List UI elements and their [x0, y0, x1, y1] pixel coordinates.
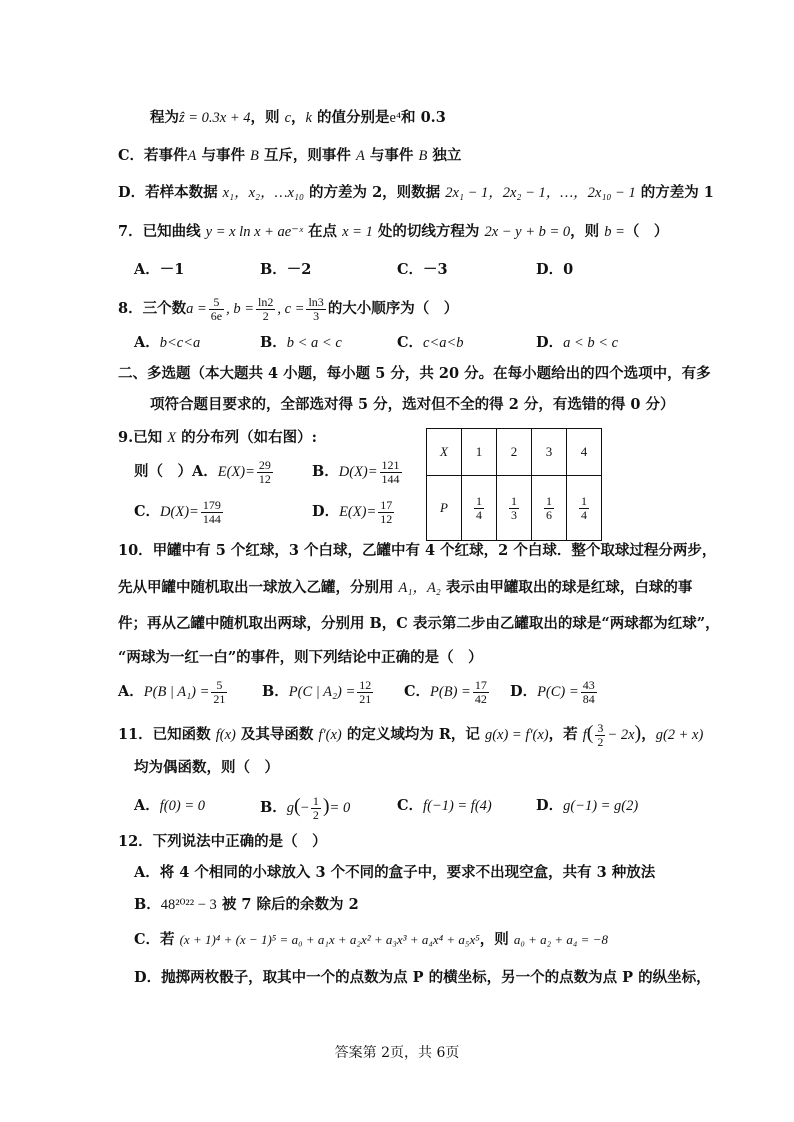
table-header-2: 2 — [497, 429, 532, 476]
q10-option-c: C．P(B) = $\frac{17}{42}$ — [404, 677, 487, 706]
q7-option-d: D．0 — [536, 261, 574, 278]
section-2-heading-line1: 二、多选题（本大题共 4 小题，每小题 5 分，共 20 分。在每小题给出的四个选项中，有多 — [118, 365, 711, 382]
q7-option-c: C．－3 — [397, 261, 448, 278]
q11-option-d: D．g(−1) = g(2) — [536, 797, 639, 814]
q11-option-a: A．f(0) = 0 — [134, 797, 205, 814]
q8-option-a: A．b<c<a — [134, 334, 201, 351]
page-footer: 答案第 2页，共 6页 — [334, 1045, 460, 1061]
q12-option-a: A．将 4 个相同的小球放入 3 个不同的盒子中，要求不出现空盒，共有 3 种放法 — [134, 864, 656, 881]
table-header-x: X — [427, 429, 462, 476]
q11-line1: 11．已知函数 f(x) 及其导函数 f′(x) 的定义域均为 R，记 g(x) = f′(x)，若 f( $\frac{3}{2}$ − 2x)，g(2 + x) — [118, 720, 704, 749]
q6-line-a: 程为ẑ = 0.3x + 4，则 c，k 的值分别是e⁴和 0.3 — [150, 109, 446, 126]
q7-stem: 7．已知曲线 y = x ln x + ae⁻ˣ 在点 x = 1 处的切线方程为 2x − y + b = 0，则 b =（ ） — [118, 223, 669, 240]
q10-line3: 件；再从乙罐中随机取出两球，分别用 B，C 表示第二步由乙罐取出的球是“两球都为红球”， — [118, 615, 720, 632]
table-header-3: 3 — [532, 429, 567, 476]
q11-option-b: B．g(− $\frac{1}{2}$ )= 0 — [260, 793, 351, 822]
q10-line2: 先从甲罐中随机取出一球放入乙罐，分别用 A₁，A₂ 表示由甲罐取出的球是红球，白球的事 — [118, 579, 693, 596]
q8-option-b: B．b < a < c — [260, 334, 342, 351]
q8-option-c: C．c<a<b — [397, 334, 464, 351]
q10-line1: 10．甲罐中有 5 个红球，3 个白球，乙罐中有 4 个红球，2 个白球．整个取球过程分两步， — [118, 542, 717, 559]
q6-option-d: D．若样本数据 x₁，x₂，…x₁₀ 的方差为 2，则数据 2x₁ − 1，2x₂ − 1，…，2x₁₀ − 1 的方差为 1 — [118, 184, 714, 201]
q9-option-b: B．D(X)= $\frac{121}{144}$ — [312, 457, 400, 486]
table-cell-p4: $\frac{1}{4}$ — [567, 476, 602, 541]
q6-option-c: C．若事件A 与事件 B 互斥，则事件 A 与事件 B 独立 — [118, 147, 462, 164]
q12-option-b: B．48²⁰²² − 3 被 7 除后的余数为 2 — [134, 896, 359, 913]
table-header-4: 4 — [567, 429, 602, 476]
q7-option-a: A．－1 — [134, 261, 185, 278]
section-2-heading-line2: 项符合题目要求的，全部选对得 5 分，选对但不全的得 2 分，有选错的得 0 分） — [150, 396, 675, 413]
q9-option-c: C．D(X)= $\frac{179}{144}$ — [134, 497, 221, 526]
table-row-label-p: P — [427, 476, 462, 541]
q9-stem: 9.已知 X 的分布列（如右图）: — [118, 429, 317, 446]
q8-option-d: D．a < b < c — [536, 334, 619, 351]
q12-stem: 12．下列说法中正确的是（ ） — [118, 833, 327, 850]
q10-option-a: A．P(B | A₁) = $\frac{5}{21}$ — [118, 677, 226, 706]
q12-option-c: C．若 (x + 1)⁴ + (x − 1)⁵ = a₀ + a₁x + a₂x² + a₃x³ + a₄x⁴ + a₅x⁵，则 a₀ + a₂ + a₄ = −8 — [134, 931, 608, 948]
table-cell-p1: $\frac{1}{4}$ — [462, 476, 497, 541]
q9-option-d: D．E(X)= $\frac{17}{12}$ — [312, 497, 393, 526]
q11-line2: 均为偶函数，则（ ） — [134, 759, 279, 776]
q12-option-d: D．抛掷两枚骰子，取其中一个的点数为点 P 的横坐标，另一个的点数为点 P 的纵坐标， — [134, 969, 711, 986]
q10-option-b: B．P(C | A₂) = $\frac{12}{21}$ — [262, 677, 372, 706]
table-header-1: 1 — [462, 429, 497, 476]
q10-option-d: D．P(C) = $\frac{43}{84}$ — [510, 677, 595, 706]
table-cell-p3: $\frac{1}{6}$ — [532, 476, 567, 541]
q9-distribution-table — [426, 428, 602, 541]
q10-line4: “两球为一红一白”的事件，则下列结论中正确的是（ ） — [118, 649, 483, 666]
q9-option-a: 则（ ）A．E(X)= $\frac{29}{12}$ — [134, 457, 271, 486]
q7-option-b: B．－2 — [260, 261, 312, 278]
q11-option-c: C．f(−1) = f(4) — [397, 797, 492, 814]
q8-stem: 8．三个数a = $\frac{5}{6e}$ , b = $\frac{\ln 2}{2}$ , c = $\frac{\ln 3}{3}$ 的大小顺序为（ ） — [118, 294, 459, 323]
table-cell-p2: $\frac{1}{3}$ — [497, 476, 532, 541]
